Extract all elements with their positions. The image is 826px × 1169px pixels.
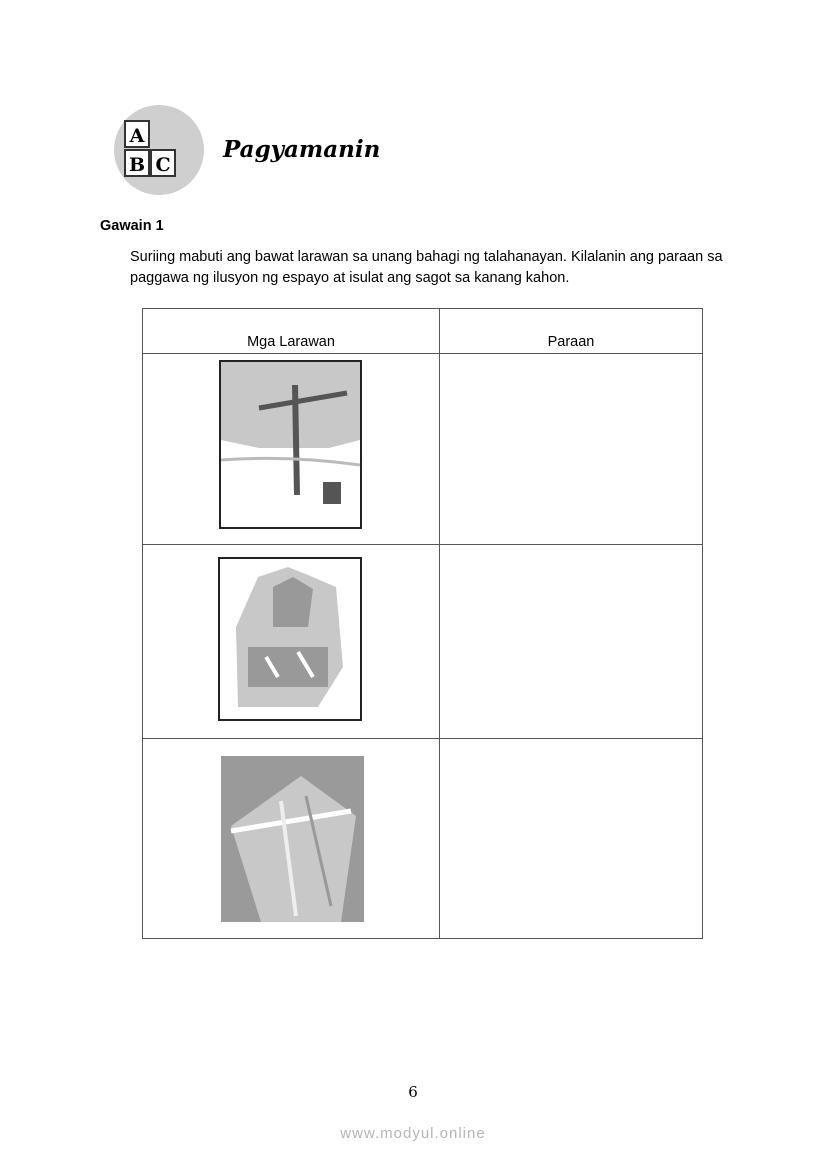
svg-text:A: A (129, 125, 145, 147)
activity-instructions: Suriing mabuti ang bawat larawan sa unang bahagi ng talahanayan. Kilalanin ang paraan sa paggawa ng ilusyon ng espayo at isulat ang sagot sa kanang kahon. (130, 249, 723, 286)
abc-blocks-logo (113, 104, 205, 196)
section-title: Pagyamanin (223, 136, 381, 163)
table-row (143, 545, 703, 739)
svg-text:C: C (155, 154, 171, 176)
table-row (143, 739, 703, 939)
cross-on-hill-image (219, 360, 362, 529)
column-header-method: Paraan (440, 309, 703, 354)
table-header-row (143, 309, 703, 354)
column-header-images: Mga Larawan (143, 309, 440, 354)
activity-table (142, 308, 703, 939)
activity-title: Gawain 1 (100, 218, 164, 234)
image-cell (143, 545, 440, 739)
cross-perspective-image (221, 756, 364, 922)
answer-cell[interactable] (440, 545, 703, 739)
bell-tower-image (218, 557, 362, 721)
image-cell (143, 739, 440, 939)
svg-text:B: B (128, 154, 146, 176)
answer-cell[interactable] (440, 354, 703, 545)
watermark: www.modyul.online (340, 1125, 486, 1142)
page-number: 6 (408, 1083, 418, 1101)
table-row (143, 354, 703, 545)
image-cell (143, 354, 440, 545)
answer-cell[interactable] (440, 739, 703, 939)
